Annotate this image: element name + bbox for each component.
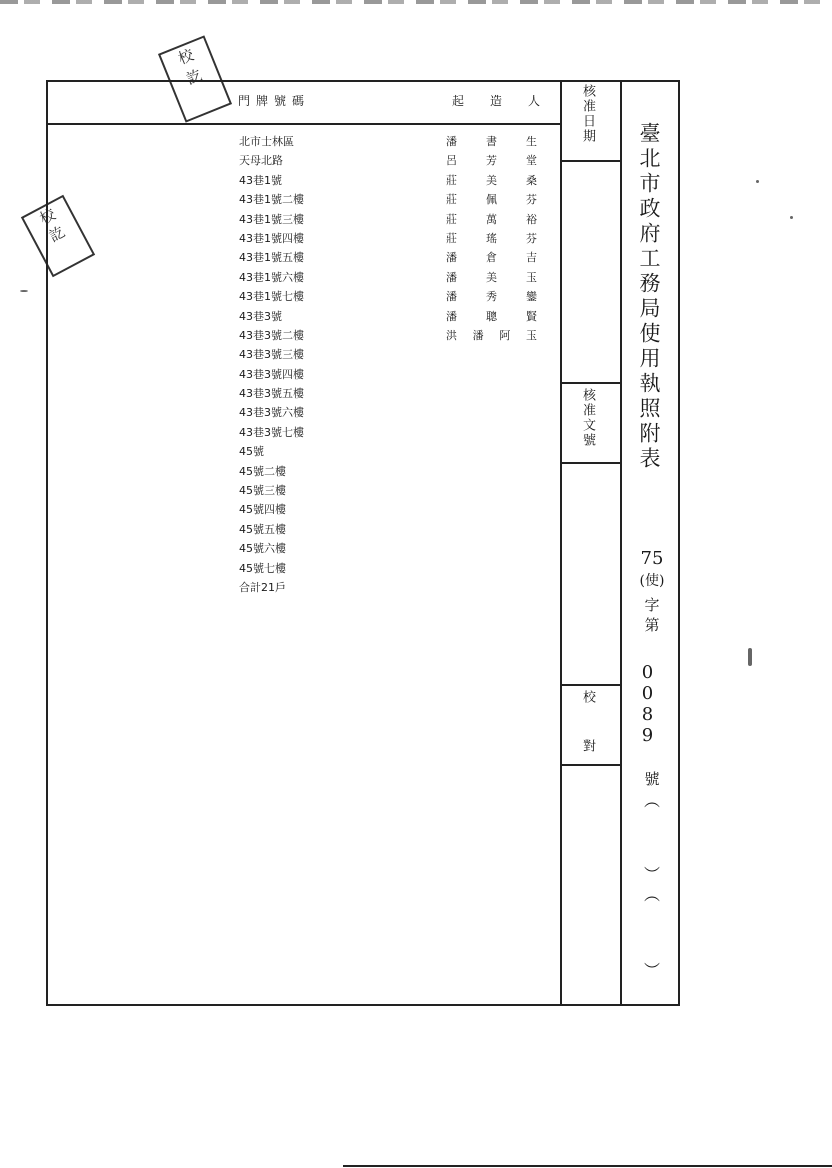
builder-item: 呂芳堂: [446, 154, 538, 168]
column-divider-right: [620, 80, 622, 1006]
address-item: 43巷3號三樓: [239, 348, 304, 362]
builder-item: 洪潘阿玉: [446, 328, 538, 342]
address-item: 43巷1號四樓: [239, 231, 304, 245]
address-item: 43巷1號七樓: [239, 290, 304, 304]
scan-speck: [756, 180, 759, 183]
form-frame: [46, 80, 680, 1006]
address-item: 43巷3號五樓: [239, 387, 304, 401]
address-item: 43巷3號二樓: [239, 328, 304, 342]
license-type: (使): [639, 573, 665, 589]
proofread-label: 校對: [580, 690, 595, 788]
address-item: 43巷1號六樓: [239, 270, 304, 284]
column-divider: [560, 80, 562, 1006]
address-header: 門牌號碼: [238, 94, 311, 108]
builder-item: 莊瑤芬: [446, 231, 538, 245]
close-paren-1: ︶: [644, 865, 661, 884]
address-item: 43巷3號七樓: [239, 425, 304, 439]
close-paren-2: ︶: [644, 961, 661, 980]
builder-item: 潘秀鑾: [446, 290, 538, 304]
address-item: 43巷1號五樓: [239, 251, 304, 265]
address-item: 45號三樓: [239, 484, 286, 498]
header-rule: [46, 123, 560, 125]
license-zi: 字: [644, 596, 660, 614]
approval-number-label: 核准文號: [580, 388, 595, 448]
builder-item: 潘倉吉: [446, 251, 538, 265]
open-paren-2: ︵: [644, 885, 661, 904]
address-item: 43巷3號六樓: [239, 406, 304, 420]
builder-item: 潘聰賢: [446, 309, 538, 323]
address-item: 45號四樓: [239, 503, 286, 517]
scan-edge-bottom: [343, 1165, 832, 1167]
scan-speck: [790, 216, 793, 219]
form-title: 臺北市政府工務局使用執照附表: [637, 122, 661, 472]
builder-item: 莊美桑: [446, 173, 538, 187]
license-di: 第: [644, 616, 660, 634]
license-serial: 0089: [637, 662, 658, 746]
cell-rule-number-top: [560, 382, 620, 384]
address-item: 43巷1號: [239, 173, 282, 187]
cell-rule-proof-top: [560, 684, 620, 686]
builder-item: 潘美玉: [446, 270, 538, 284]
proofread-stamp: 校 訖: [158, 35, 232, 122]
builder-item: 莊萬裕: [446, 212, 538, 226]
address-item: 北市士林區: [239, 135, 294, 148]
proofread-stamp-2: 校 訖: [21, 195, 95, 278]
builder-item: 潘書生: [446, 135, 538, 148]
address-item: 43巷1號三樓: [239, 212, 304, 226]
address-item: 天母北路: [239, 154, 283, 168]
open-paren-1: ︵: [644, 791, 661, 810]
address-item: 45號七樓: [239, 561, 286, 575]
license-hao: 號: [644, 770, 660, 788]
builder-list: [446, 132, 538, 345]
cell-rule-number: [560, 462, 620, 464]
builder-header: 起造人: [452, 94, 567, 108]
address-item: 43巷3號: [239, 309, 282, 323]
address-item: 43巷3號四樓: [239, 367, 304, 381]
cell-rule-date: [560, 160, 620, 162]
address-item: 45號六樓: [239, 542, 286, 556]
builder-item: 莊佩芬: [446, 193, 538, 207]
address-item: 45號: [239, 445, 264, 459]
address-item: 45號五樓: [239, 522, 286, 536]
address-total: 合計21戶: [239, 580, 286, 594]
address-item: 43巷1號二樓: [239, 193, 304, 207]
address-list: [239, 132, 304, 597]
address-item: 45號二樓: [239, 464, 286, 478]
scan-edge-top: [0, 0, 832, 4]
license-year: 75: [640, 548, 664, 569]
scan-speck: [20, 290, 28, 292]
scan-speck: [748, 648, 752, 666]
approval-date-label: 核准日期: [580, 84, 595, 144]
